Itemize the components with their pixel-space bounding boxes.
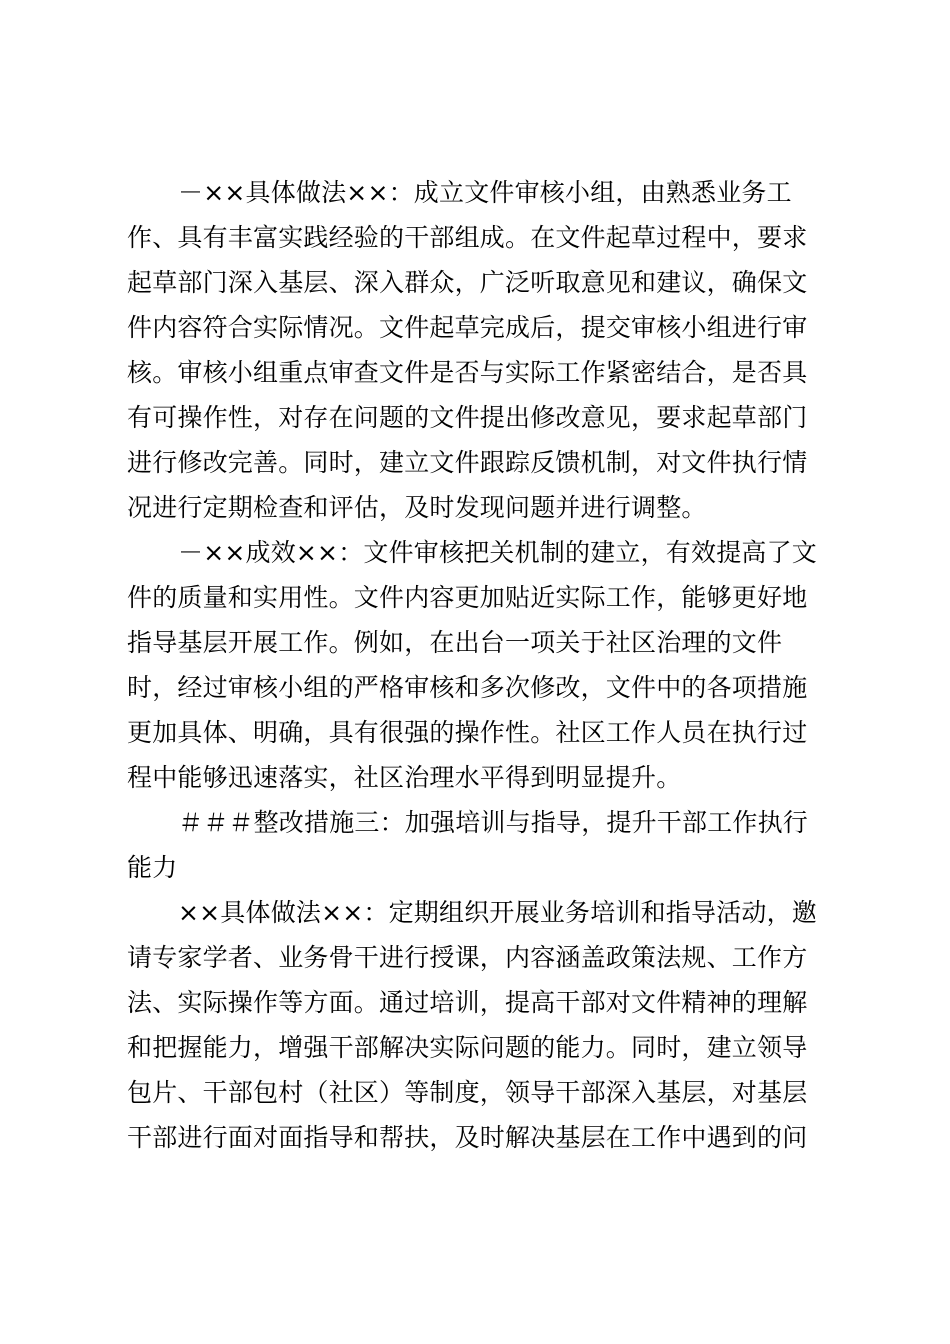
paragraph-3-line-2: 请专家学者、业务骨干进行授课，内容涵盖政策法规、工作方 [127,943,808,972]
section-heading-line-2: 能力 [127,853,178,882]
paragraph-1-line-8: 况进行定期检查和评估，及时发现问题并进行调整。 [127,493,707,522]
paragraph-1-line-3: 起草部门深入基层、深入群众，广泛听取意见和建议，确保文 [127,268,808,297]
paragraph-1-line-6: 有可操作性，对存在问题的文件提出修改意见，要求起草部门 [127,403,808,432]
paragraph-1-line-5: 核。审核小组重点审查文件是否与实际工作紧密结合，是否具 [127,358,808,387]
paragraph-3-line-5: 包片、干部包村（社区）等制度，领导干部深入基层，对基层 [127,1078,808,1107]
paragraph-3-line-4: 和把握能力，增强干部解决实际问题的能力。同时，建立领导 [127,1033,808,1062]
paragraph-2-line-2: 件的质量和实用性。文件内容更加贴近实际工作，能够更好地 [127,583,808,612]
paragraph-3-line-3: 法、实际操作等方面。通过培训，提高干部对文件精神的理解 [127,988,808,1017]
paragraph-2-line-5: 更加具体、明确，具有很强的操作性。社区工作人员在执行过 [127,718,808,747]
paragraph-1-line-2: 作、具有丰富实践经验的干部组成。在文件起草过程中，要求 [127,223,808,252]
paragraph-1-line-7: 进行修改完善。同时，建立文件跟踪反馈机制，对文件执行情 [127,448,808,477]
paragraph-2-line-6: 程中能够迅速落实，社区治理水平得到明显提升。 [127,763,682,792]
paragraph-1-line-1: －××具体做法××：成立文件审核小组，由熟悉业务工 [178,178,792,207]
paragraph-3-line-6: 干部进行面对面指导和帮扶，及时解决基层在工作中遇到的问 [127,1123,808,1152]
paragraph-2-line-3: 指导基层开展工作。例如，在出台一项关于社区治理的文件 [127,628,783,657]
paragraph-2-line-1: －××成效××：文件审核把关机制的建立，有效提高了文 [178,538,817,567]
paragraph-3-line-1: ××具体做法××：定期组织开展业务培训和指导活动，邀 [178,898,817,927]
paragraph-2-line-4: 时，经过审核小组的严格审核和多次修改，文件中的各项措施 [127,673,808,702]
section-heading-line-1: ＃＃＃整改措施三：加强培训与指导，提升干部工作执行 [178,808,809,837]
paragraph-1-line-4: 件内容符合实际情况。文件起草完成后，提交审核小组进行审 [127,313,808,342]
